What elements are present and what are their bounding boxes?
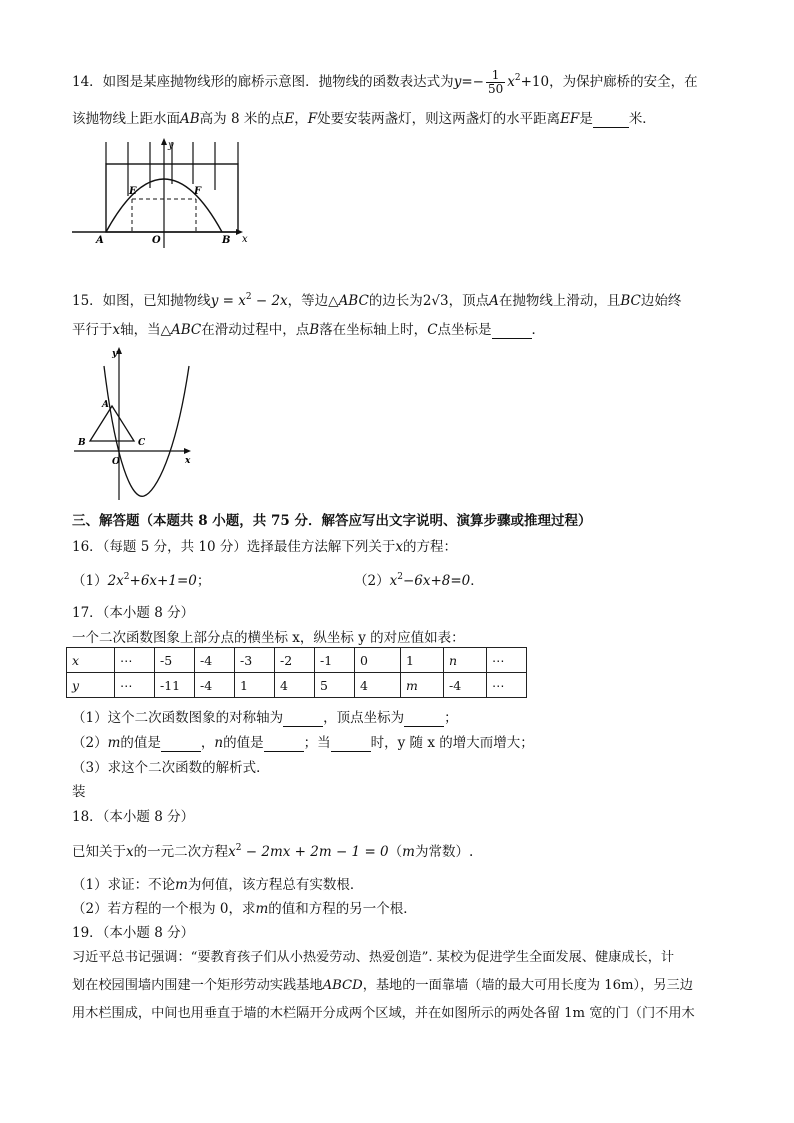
- table-cell: ⋯: [115, 673, 155, 698]
- q18-line1: 已知关于x的一元二次方程$x^2 - 2mx + 2m - 1 = 0(m$为常数）.: [72, 843, 474, 860]
- table-cell: -5: [155, 648, 195, 673]
- answer-blank[interactable]: [331, 735, 371, 752]
- label-E: E: [129, 186, 137, 197]
- q14-line2: 该抛物线上距水面AB高为 8 米的点E，F处要安装两盏灯，则这两盏灯的水平距离EF是 米．: [72, 111, 656, 127]
- label-B: B: [78, 438, 86, 448]
- answer-blank[interactable]: [161, 735, 201, 752]
- table-cell: ⋯: [487, 648, 527, 673]
- bridge-figure: [72, 136, 257, 248]
- q18-sub2: （2）若方程的一个根为 0，求m的值和方程的另一个根．: [72, 901, 417, 917]
- binding-mark: 装: [72, 784, 86, 800]
- q14-line1: 14．如图是某座抛物线形的廊桥示意图．抛物线的函数表达式为y=− $\frac{1}{50}$ $x^2+10$，为保护廊桥的安全，在: [72, 68, 698, 96]
- y-axis-arrow: [161, 138, 167, 145]
- table-cell: -4: [444, 673, 487, 698]
- q19-line3: 用木栏围成，中间也用垂直于墙的木栏隔开分成两个区域，并在如图所示的两处各留 1m 宽的门（门不用木: [72, 1006, 695, 1021]
- table-cell: -4: [195, 648, 235, 673]
- label-x: x: [185, 456, 191, 466]
- fraction: $\frac{1}{50}$: [487, 68, 504, 96]
- q15-line1: 15．如图，已知抛物线$y = x^2 - 2x$，等边△ABC的边长为2√3，顶点A在抛物线上滑动，且BC边始终: [72, 292, 682, 309]
- q16-part1: $(1)2x^2+6x+1=0$；: [72, 572, 211, 589]
- table-cell: x: [67, 648, 115, 673]
- answer-blank[interactable]: [593, 111, 629, 128]
- q16-part2: $(2)x^2-6x+8=0$．: [354, 572, 484, 589]
- label-y: y: [112, 349, 118, 359]
- q19-heading: 19．（本小题 8 分）: [72, 925, 195, 941]
- table-cell: -11: [155, 673, 195, 698]
- table-cell: 4: [355, 673, 401, 698]
- q15-line2: 平行于x轴，当△ABC在滑动过程中，点B落在坐标轴上时，C点坐标是 ．: [72, 322, 546, 338]
- q19-line2: 划在校园围墙内围建一个矩形劳动实践基地ABCD，基地的一面靠墙（墙的最大可用长度为 16m），另三边: [72, 978, 693, 993]
- label-B: B: [222, 235, 231, 246]
- answer-blank[interactable]: [404, 710, 444, 727]
- q18-heading: 18．（本小题 8 分）: [72, 809, 195, 825]
- q16-line1: 16．（每题 5 分，共 10 分）选择最佳方法解下列关于x的方程：: [72, 539, 457, 555]
- table-cell: 4: [275, 673, 315, 698]
- table-cell: -3: [235, 648, 275, 673]
- table-cell: -1: [315, 648, 355, 673]
- label-y: y: [168, 140, 174, 151]
- table-row: [67, 648, 527, 673]
- label-x: x: [242, 234, 248, 245]
- label-O: O: [152, 235, 161, 246]
- equilateral-triangle: [90, 406, 134, 441]
- table-cell: 1: [401, 648, 444, 673]
- q17-sub1: （1）这个二次函数图象的对称轴为 ，顶点坐标为 ；: [72, 710, 458, 726]
- value-table: [66, 647, 527, 698]
- parabola-triangle-figure: [72, 344, 197, 500]
- q17-sub3: （3）求这个二次函数的解析式．: [72, 760, 270, 776]
- q17-intro: 一个二次函数图象上部分点的横坐标 x，纵坐标 y 的对应值如表：: [72, 630, 465, 646]
- q19-line1: 习近平总书记强调：“要教育孩子们从小热爱劳动、热爱创造”. 某校为促进学生全面发展、健康成长，计: [72, 950, 675, 965]
- q18-sub1: （1）求证：不论m为何值，该方程总有实数根．: [72, 877, 364, 893]
- answer-blank[interactable]: [264, 735, 304, 752]
- table-cell: 5: [315, 673, 355, 698]
- table-cell: ⋯: [487, 673, 527, 698]
- q17-heading: 17．（本小题 8 分）: [72, 605, 195, 621]
- q17-sub2: （2）m的值是 ，n的值是 ；当 时，y 随 x 的增大而增大；: [72, 735, 534, 751]
- label-O: O: [112, 457, 120, 467]
- table-cell: n: [444, 648, 487, 673]
- table-cell: -2: [275, 648, 315, 673]
- table-cell: ⋯: [115, 648, 155, 673]
- parabola-curve: [104, 366, 189, 496]
- section-heading: 三、解答题（本题共 8 小题，共 75 分．解答应写出文字说明、演算步骤或推理过程）: [72, 513, 592, 529]
- table-cell: 0: [355, 648, 401, 673]
- table-cell: -4: [195, 673, 235, 698]
- table-row: [67, 673, 527, 698]
- label-A: A: [96, 235, 104, 246]
- table-cell: y: [67, 673, 115, 698]
- answer-blank[interactable]: [283, 710, 323, 727]
- table-cell: 1: [235, 673, 275, 698]
- answer-blank[interactable]: [492, 322, 532, 339]
- label-A: A: [102, 400, 109, 410]
- label-C: C: [138, 438, 146, 448]
- table-cell: m: [401, 673, 444, 698]
- x-axis-arrow: [184, 448, 191, 454]
- label-F: F: [194, 186, 202, 197]
